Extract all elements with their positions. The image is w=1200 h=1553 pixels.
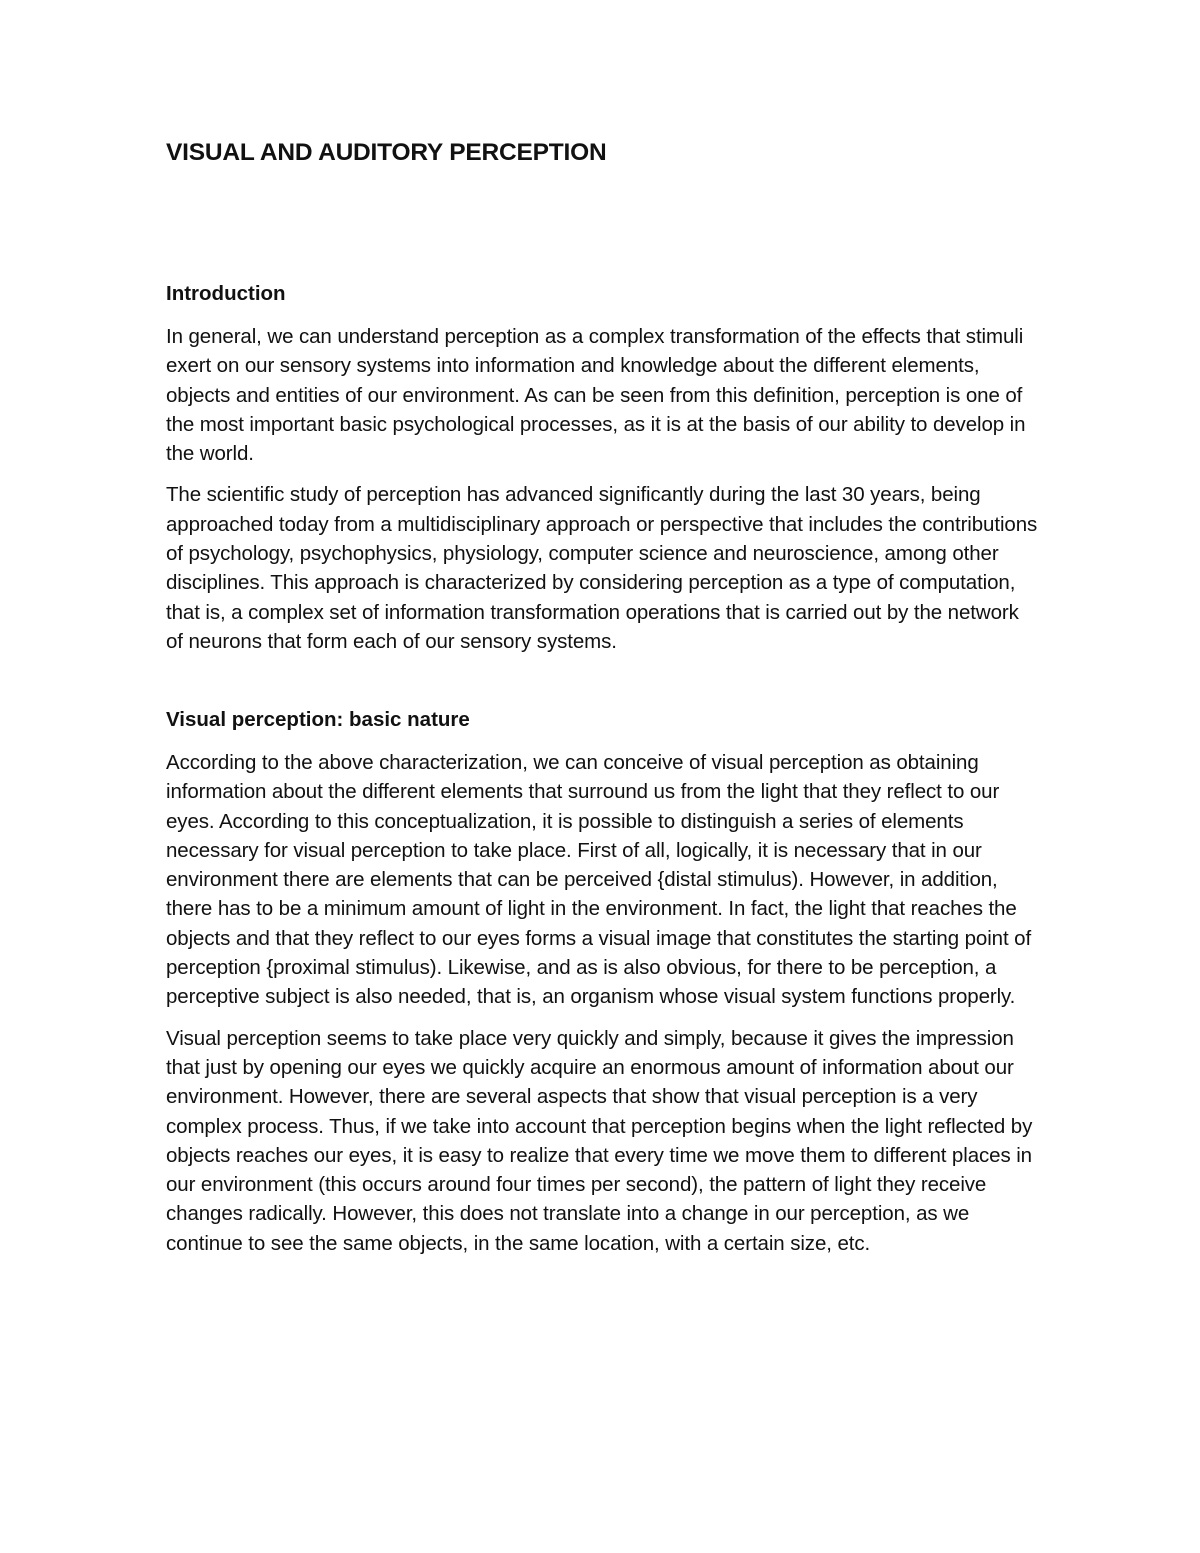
section-heading: Visual perception: basic nature <box>166 708 470 731</box>
document-title: VISUAL AND AUDITORY PERCEPTION <box>166 139 607 166</box>
section-heading: Introduction <box>166 282 286 305</box>
paragraph: According to the above characterization, we can conceive of visual perception as obtaining information about the different elements that surround us from the light that they reflect to our eyes. According to this conceptualization, it is possible to distinguish a series of elements necessary for visual perception to take place. First of all, logically, it is necessary that in our environment there are elements that can be perceived {distal stimulus). However, in addition, there has to be a minimum amount of light in the environment. In fact, the light that reaches the objects and that they reflect to our eyes forms a visual image that constitutes the starting point of perception {proximal stimulus). Likewise, and as is also obvious, for there to be perception, a perceptive subject is also needed, that is, an organism whose visual system functions properly. <box>166 751 1032 1009</box>
paragraph: The scientific study of perception has advanced significantly during the last 30 years, being approached today from a multidisciplinary approach or perspective that includes the contributions of psychology, psychophysics, physiology, computer science and neuroscience, among other disciplines. This approach is characterized by considering perception as a type of computation, that is, a complex set of information transformation operations that is carried out by the network of neurons that form each of our sensory systems. <box>166 483 1038 653</box>
section-introduction <box>166 279 1038 668</box>
paragraph: In general, we can understand perception as a complex transformation of the effects that stimuli exert on our sensory systems into information and knowledge about the different elements, objects and entities of our environment. As can be seen from this definition, perception is one of the most important basic psychological processes, as it is at the basis of our ability to develop in the world. <box>166 325 1026 466</box>
paragraph: Visual perception seems to take place very quickly and simply, because it gives the impression that just by opening our eyes we quickly acquire an enormous amount of information about our environment. However, there are several aspects that show that visual perception is a very complex process. Thus, if we take into account that perception begins when the light reflected by objects reaches our eyes, it is easy to realize that every time we move them to different places in our environment (this occurs around four times per second), the pattern of light they receive changes radically. However, this does not translate into a change in our perception, as we continue to see the same objects, in the same location, with a certain size, etc. <box>166 1026 1033 1255</box>
section-visual-perception <box>166 705 1038 1270</box>
